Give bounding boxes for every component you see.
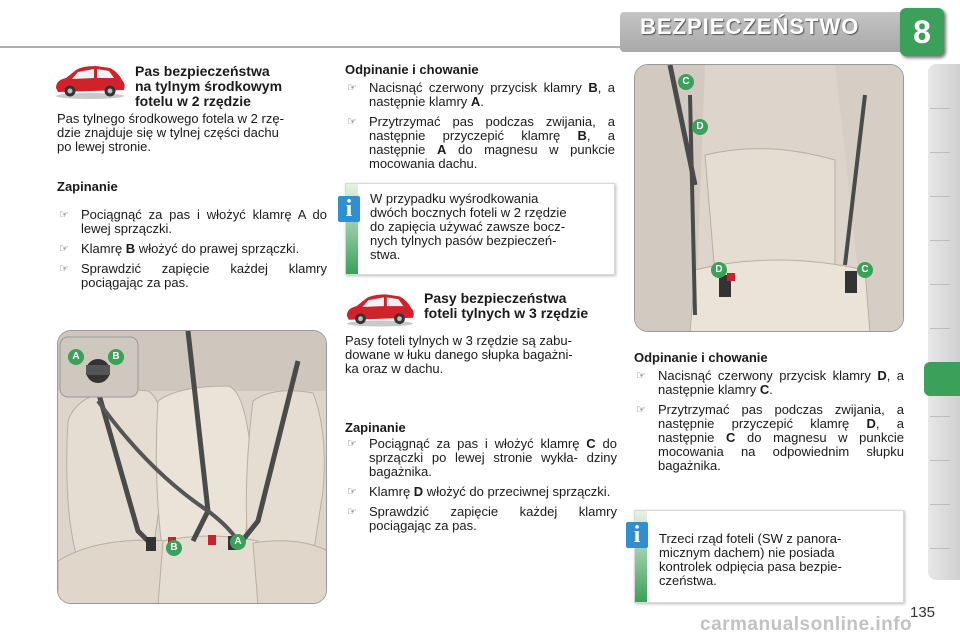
- release-list: [345, 81, 615, 177]
- title-line: fotelu w 2 rzędzie: [135, 93, 251, 109]
- pointer-icon: ☞: [347, 506, 357, 518]
- label-b: B: [166, 540, 182, 556]
- list-item: [345, 437, 617, 479]
- tab-divider: [930, 416, 950, 417]
- info-line: W przypadku wyśrodkowania: [370, 191, 539, 206]
- label-c: C: [857, 262, 873, 278]
- list-item: [57, 242, 327, 256]
- item-text: Klamrę: [369, 484, 414, 499]
- item-text: włożyć do prawej sprzączki.: [135, 241, 300, 256]
- tab-divider: [930, 460, 950, 461]
- item-bold: B: [577, 128, 587, 143]
- label-b: B: [108, 349, 124, 365]
- item-text: Sprawdzić zapięcie każdej klamry pociągając za pas.: [369, 504, 617, 533]
- section-title: [135, 64, 325, 109]
- section-intro: [57, 112, 327, 154]
- list-item: [345, 505, 617, 533]
- chapter-tab-active[interactable]: [924, 362, 960, 396]
- item-bold: A: [437, 142, 447, 157]
- item-text: , a następnie: [658, 416, 904, 445]
- item-bold: C: [759, 382, 770, 397]
- list-item: [345, 485, 617, 499]
- item-text: Pociągnąć za pas i włożyć klamrę A do lewej sprzączki.: [81, 207, 327, 236]
- pointer-icon: ☞: [347, 116, 357, 128]
- tab-divider: [930, 196, 950, 197]
- section-title: [424, 291, 624, 321]
- intro-line: Pas tylnego środkowego fotela w 2 rzę-: [57, 111, 284, 126]
- seat-belt-photo-3rd-row: [634, 64, 904, 332]
- info-line: czeństwa.: [659, 573, 717, 588]
- pointer-icon: ☞: [59, 209, 69, 221]
- label-a: A: [230, 534, 246, 550]
- tab-divider: [930, 240, 950, 241]
- label-a: A: [68, 349, 84, 365]
- seat-belt-photo-2nd-row: [57, 330, 327, 604]
- item-bold: B: [588, 80, 598, 95]
- intro-line: po lewej stronie.: [57, 139, 151, 154]
- item-text: Nacisnąć czerwony przycisk klamry: [658, 368, 878, 383]
- info-box: [345, 183, 615, 275]
- pointer-icon: ☞: [59, 263, 69, 275]
- item-text: do magnesu w punkcie mocowania na odpowiednim słupku bagażnika.: [658, 430, 904, 473]
- list-item: [634, 369, 904, 397]
- pointer-icon: ☞: [347, 486, 357, 498]
- title-line: na tylnym środkowym: [135, 78, 283, 94]
- intro-line: dzie znajduje się w tylnej części dachu: [57, 125, 279, 140]
- list-item: [345, 81, 615, 109]
- info-line: nych tylnych pasów bezpieczeń-: [370, 233, 557, 248]
- tab-divider: [930, 548, 950, 549]
- item-text: , a następnie klamry: [658, 368, 904, 397]
- car-icon: [52, 62, 128, 100]
- info-text: [659, 532, 897, 588]
- item-text: Nacisnąć czerwony przycisk klamry: [369, 80, 589, 95]
- tab-divider: [930, 284, 950, 285]
- item-text: do magnesu w punkcie mocowania dachu.: [369, 142, 615, 171]
- fasten-heading: Zapinanie: [345, 420, 406, 435]
- pointer-icon: ☞: [347, 82, 357, 94]
- car-icon: [343, 290, 417, 328]
- item-bold: A: [470, 94, 481, 109]
- intro-line: dowane w łuku danego słupka bagażni-: [345, 347, 573, 362]
- info-line: kontrolek odpięcia pasa bezpie-: [659, 559, 842, 574]
- fasten-heading: Zapinanie: [57, 179, 118, 194]
- item-text: .: [769, 382, 773, 397]
- title-line: foteli tylnych w 3 rzędzie: [424, 305, 589, 321]
- watermark: carmanualsonline.info: [700, 614, 913, 635]
- pointer-icon: ☞: [59, 243, 69, 255]
- item-bold: C: [726, 430, 736, 445]
- item-text: włożyć do przeciwnej sprzączki.: [423, 484, 611, 499]
- list-item: [345, 115, 615, 171]
- fasten-list: [345, 437, 617, 539]
- item-text: do sprzączki po lewej stronie wykła- dziny bagażnika.: [369, 436, 617, 479]
- info-line: dwóch bocznych foteli w 2 rzędzie: [370, 205, 567, 220]
- title-line: Pasy bezpieczeństwa: [424, 290, 567, 306]
- release-heading: Odpinanie i chowanie: [345, 62, 479, 77]
- item-bold: D: [866, 416, 876, 431]
- item-bold: B: [125, 241, 136, 256]
- list-item: [57, 208, 327, 236]
- chapter-tabs: [928, 64, 960, 580]
- list-item: [634, 403, 904, 473]
- title-line: Pas bezpieczeństwa: [135, 63, 270, 79]
- section-intro: [345, 334, 617, 376]
- page-title: BEZPIECZEŃSTWO: [640, 14, 860, 39]
- info-icon: i: [338, 196, 360, 222]
- info-line: micznym dachem) nie posiada: [659, 545, 835, 560]
- intro-line: Pasy foteli tylnych w 3 rzędzie są zabu-: [345, 333, 572, 348]
- item-text: Przytrzymać pas podczas zwijania, a następnie przyczepić klamrę: [369, 114, 615, 143]
- info-line: stwa.: [370, 247, 401, 262]
- seat-illustration: [58, 331, 327, 604]
- label-c: C: [678, 74, 694, 90]
- label-d: D: [692, 119, 708, 135]
- item-bold: D: [413, 484, 424, 499]
- intro-line: ka oraz w dachu.: [345, 361, 444, 376]
- fasten-list: [57, 208, 327, 296]
- info-line: do zapięcia używać zawsze bocz-: [370, 219, 566, 234]
- item-bold: C: [586, 436, 596, 451]
- tab-divider: [930, 108, 950, 109]
- item-text: .: [480, 94, 484, 109]
- page-number: 135: [910, 604, 936, 621]
- release-heading: Odpinanie i chowanie: [634, 350, 768, 365]
- pointer-icon: ☞: [636, 404, 646, 416]
- item-text: , a następnie: [369, 128, 615, 157]
- label-d: D: [711, 262, 727, 278]
- info-line: Trzeci rząd foteli (SW z panora-: [659, 531, 842, 546]
- item-text: , a następnie klamry: [369, 80, 615, 109]
- info-box: [634, 510, 904, 603]
- item-text: Sprawdzić zapięcie każdej klamry pociągając za pas.: [81, 261, 327, 290]
- release-list: [634, 369, 904, 479]
- pointer-icon: ☞: [347, 438, 357, 450]
- tab-divider: [930, 328, 950, 329]
- info-text: [370, 192, 608, 262]
- item-text: Pociągnąć za pas i włożyć klamrę: [369, 436, 587, 451]
- item-text: Klamrę: [81, 241, 126, 256]
- chapter-badge: 8: [900, 8, 944, 56]
- tab-divider: [930, 504, 950, 505]
- list-item: [57, 262, 327, 290]
- tab-divider: [930, 152, 950, 153]
- item-bold: D: [877, 368, 887, 383]
- pointer-icon: ☞: [636, 370, 646, 382]
- item-text: Przytrzymać pas podczas zwijania, a następnie przyczepić klamrę: [658, 402, 904, 431]
- seat-illustration: [635, 65, 904, 332]
- info-icon: i: [626, 522, 648, 548]
